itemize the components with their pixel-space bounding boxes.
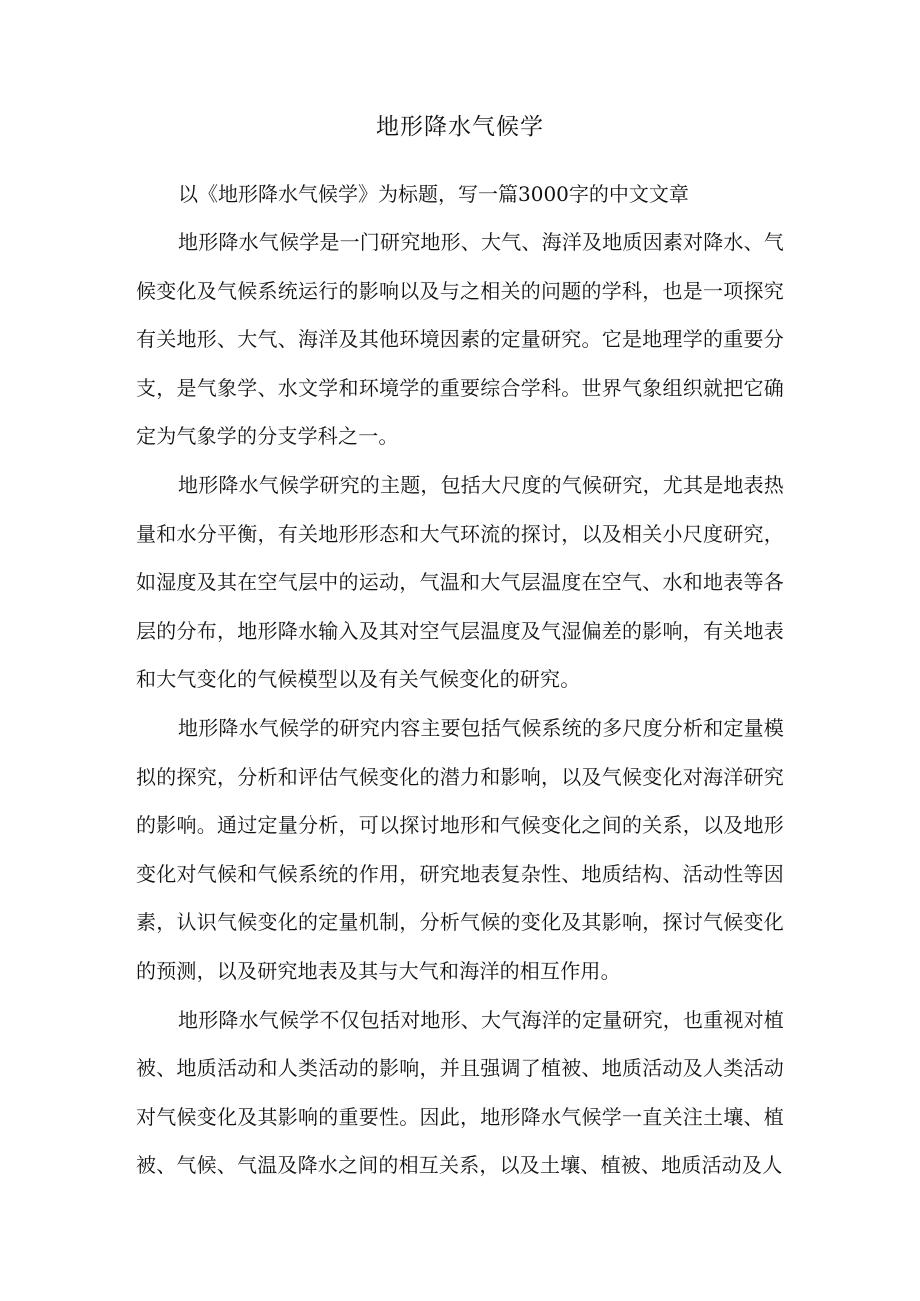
document-title: 地形降水气候学 [376, 114, 544, 140]
paragraph-1: 地形降水气候学是一门研究地形、大气、海洋及地质因素对降水、气候变化及气候系统运行的影响以及与之相关的问题的学科，也是一项探究有关地形、大气、海洋及其他环境因素的定量研究。它是地理学的重要分支，是气象学、水文学和环境学的重要综合学科。世界气象组织就把它确定为气象学的分支学科之一。 [136, 230, 784, 449]
paragraph-3: 地形降水气候学的研究内容主要包括气候系统的多尺度分析和定量模拟的探究，分析和评估气候变化的潜力和影响，以及气候变化对海洋研究的影响。通过定量分析，可以探讨地形和气候变化之间的关系，以及地形变化对气候和气候系统的作用，研究地表复杂性、地质结构、活动性等因素，认识气候变化的定量机制，分析气候的变化及其影响，探讨气候变化的预测，以及研究地表及其与大气和海洋的相互作用。 [136, 715, 784, 983]
paragraph-4: 地形降水气候学不仅包括对地形、大气海洋的定量研究，也重视对植被、地质活动和人类活动的影响，并且强调了植被、地质活动及人类活动对气候变化及其影响的重要性。因此，地形降水气候学一直关注土壤、植被、气候、气温及降水之间的相互关系，以及土壤、植被、地质活动及人 [136, 1007, 784, 1178]
document-body [136, 170, 784, 1190]
prompt-line: 以《地形降水气候学》为标题，写一篇3000字的中文文章 [178, 182, 689, 206]
paragraph-2: 地形降水气候学研究的主题，包括大尺度的气候研究，尤其是地表热量和水分平衡，有关地形形态和大气环流的探讨，以及相关小尺度研究，如湿度及其在空气层中的运动，气温和大气层温度在空气、水和地表等各层的分布，地形降水输入及其对空气层温度及气湿偏差的影响，有关地表和大气变化的气候模型以及有关气候变化的研究。 [136, 472, 784, 692]
